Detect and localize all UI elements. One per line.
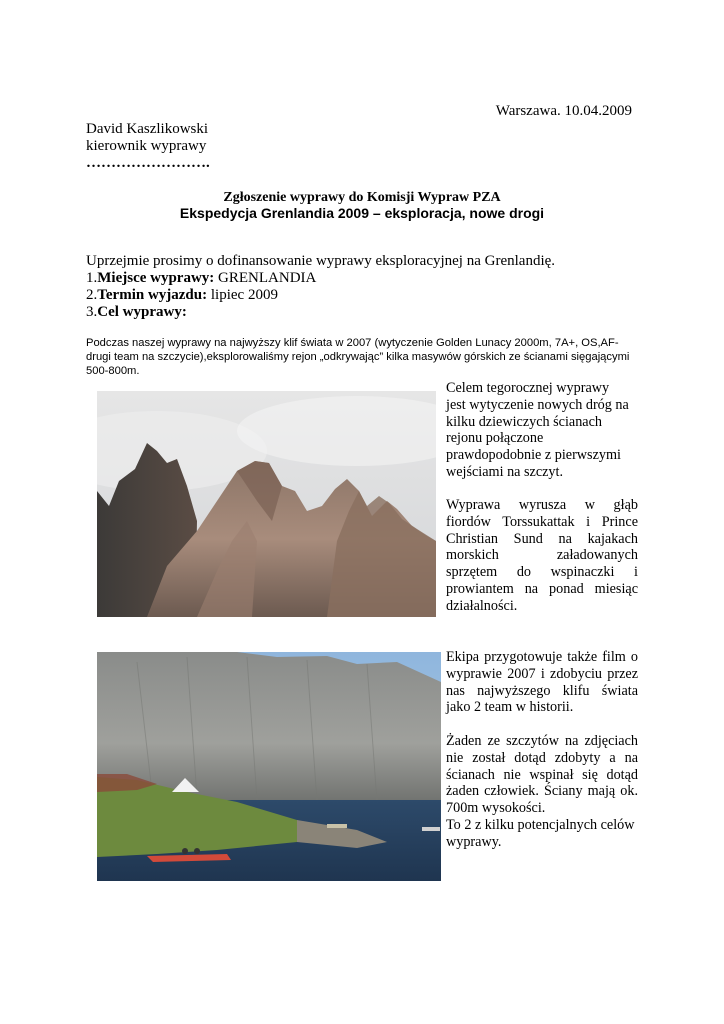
cliff-fjord-kayak-photo (97, 652, 441, 881)
targets-text: To 2 z kilku potencjalnych celów wyprawy. (446, 816, 635, 850)
sender-name: David Kaszlikowski (86, 121, 209, 137)
goal-paragraph: Celem tegorocznej wyprawy jest wytyczenie nowych dróg na kilku dziewiczych ścianach rejonu połączone prawdopodobnie z pierwszymi wejściami na szczyt. (446, 380, 629, 480)
signature-dots: ……………………. (86, 155, 210, 171)
sender-block (86, 121, 210, 172)
intro-section (86, 253, 555, 321)
document-title: Zgłoszenie wyprawy do Komisji Wypraw PZA (223, 190, 501, 205)
place-label: Miejsce wyprawy: (97, 270, 215, 286)
history-paragraph: Podczas naszej wyprawy na najwyższy klif świata w 2007 (wytyczenie Golden Lunacy 2000m, 7A+, OS,AF- drugi team na szczycie),eksplorowaliśmy rejon „odkrywając” kilka masywów górskich ze ścianami sięgającymi 500-800m. (86, 337, 630, 377)
mountain-peaks-photo (97, 391, 436, 617)
request-line: Uprzejmie prosimy o dofinansowanie wyprawy eksploracyjnej na Grenlandię. (86, 253, 556, 269)
letter-date: Warszawa. 10.04.2009 (495, 103, 632, 119)
date-value: lipiec 2009 (207, 287, 278, 303)
film-paragraph (446, 649, 638, 851)
place-value: GRENLANDIA (214, 270, 317, 286)
route-paragraph: Wyprawa wyrusza w głąb fiordów Torssukattak i Prince Christian Sund na kajakach morskich załadowanych sprzętem do wspinaczki i prowiantem na ponad miesiąc działalności. (446, 497, 638, 614)
document-subtitle: Ekspedycja Grenlandia 2009 – eksploracja, nowe drogi (179, 205, 545, 221)
goal-line: 3.Cel wyprawy: (86, 304, 187, 320)
sender-role: kierownik wyprawy (86, 138, 207, 154)
date-line: 2.Termin wyjazdu: lipiec 2009 (86, 287, 278, 303)
peaks-text: Żaden ze szczytów na zdjęciach nie został dotąd zdobyty a na ścianach nie wspinał się dotąd żaden człowiek. Ściany mają ok. 700m wysokości. (446, 732, 638, 817)
place-line: 1.Miejsce wyprawy: GRENLANDIA (86, 270, 317, 286)
film-text: Ekipa przygotowuje także film o wyprawie 2007 i zdobyciu przez nas najwyższego klifu świata jako 2 team w historii. (446, 649, 638, 716)
date-label: Termin wyjazdu: (97, 287, 208, 303)
goal-label: Cel wyprawy: (97, 304, 187, 320)
